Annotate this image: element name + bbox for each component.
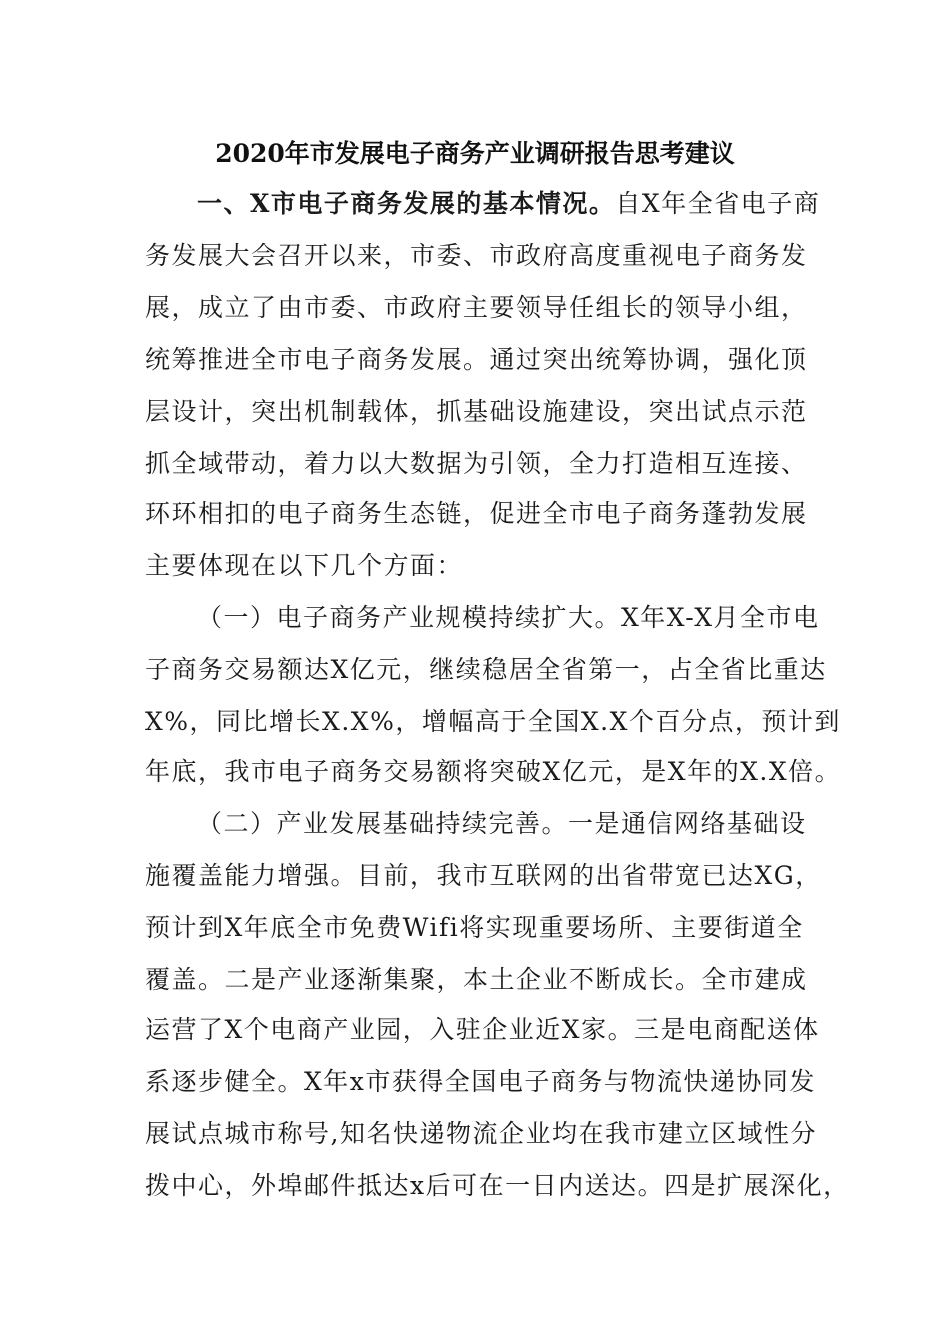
paragraph-line-11: X%，同比增长X.X%，增幅高于全国X.X个百分点，预计到 <box>145 707 841 736</box>
paragraph-line-5: 层设计，突出机制载体，抓基础设施建设，突出试点示范 <box>145 397 808 426</box>
paragraph-line-10: 子商务交易额达X亿元，继续稳居全省第一，占全省比重达 <box>145 655 827 684</box>
paragraph-line-16: 覆盖。二是产业逐渐集聚，本土企业不断成长。全市建成 <box>145 965 808 994</box>
paragraph-line-15: 预计到X年底全市免费Wifi将实现重要场所、主要街道全 <box>145 913 804 942</box>
paragraph-line-4: 统筹推进全市电子商务发展。通过突出统筹协调，强化顶 <box>145 345 808 374</box>
paragraph-line-20: 拨中心，外埠邮件抵达x后可在一日内送达。四是扩展深化， <box>145 1171 850 1200</box>
document-title: 2020年市发展电子商务产业调研报告思考建议 <box>215 139 735 168</box>
paragraph-line-14: 施覆盖能力增强。目前，我市互联网的出省带宽已达XG， <box>145 861 822 890</box>
paragraph-line-6: 抓全域带动，着力以大数据为引领，全力打造相互连接、 <box>145 449 808 478</box>
paragraph-line-3: 展，成立了由市委、市政府主要领导任组长的领导小组， <box>145 293 808 322</box>
paragraph-line-18: 系逐步健全。X年x市获得全国电子商务与物流快递协同发 <box>145 1067 816 1096</box>
paragraph-text: 自X年全省电子商 <box>615 189 821 218</box>
paragraph-line-13: （二）产业发展基础持续完善。一是通信网络基础设 <box>197 809 807 838</box>
paragraph-line-7: 环环相扣的电子商务生态链，促进全市电子商务蓬勃发展 <box>145 499 808 528</box>
paragraph-line-1 <box>197 186 820 222</box>
paragraph-line-12: 年底，我市电子商务交易额将突破X亿元，是X年的X.X倍。 <box>145 757 842 786</box>
paragraph-line-17: 运营了X个电商产业园，入驻企业近X家。三是电商配送体 <box>145 1015 820 1044</box>
paragraph-line-9: （一）电子商务产业规模持续扩大。X年X-X月全市电 <box>197 603 820 632</box>
paragraph-line-2: 务发展大会召开以来，市委、市政府高度重视电子商务发 <box>145 241 808 270</box>
section-heading: 一、X市电子商务发展的基本情况。 <box>197 189 616 218</box>
paragraph-line-8: 主要体现在以下几个方面： <box>145 551 464 580</box>
paragraph-line-19: 展试点城市称号,知名快递物流企业均在我市建立区域性分 <box>145 1119 817 1148</box>
